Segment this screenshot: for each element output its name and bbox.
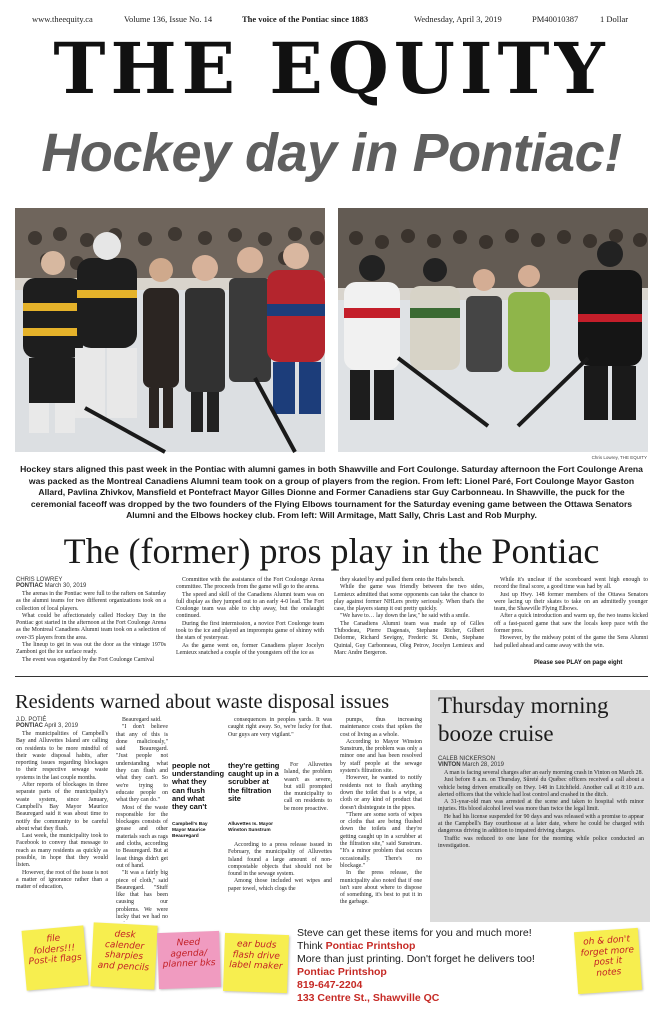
motto-text: The voice of the Pontiac since 1883 bbox=[242, 14, 369, 24]
paragraph: Beauregard said. bbox=[122, 717, 162, 723]
paragraph: What could be affectionately called Hockey Day in the Pontiac got started in the afternoon at the Fort Coulonge Arena as the Montreal Canadiens Alumni team took on a selection of over-35 players from the area. bbox=[16, 612, 166, 641]
ad-text-block bbox=[297, 927, 569, 1005]
registration-text: PM40010387 bbox=[532, 14, 579, 24]
story-headline-waste: Residents warned about waste disposal issues bbox=[15, 691, 390, 713]
byline-pros bbox=[16, 577, 86, 589]
booze-body bbox=[438, 770, 644, 916]
top-info-bar bbox=[32, 14, 631, 28]
paragraph: "I don't believe that any of this is done maliciously," said Beauregard. "Just people not understanding what they can flush and what they can't. So we're trying to educate people on what they can do." bbox=[116, 724, 168, 804]
pull-quote-sunstrum: they're getting caught up in a scrubber at the filtration site bbox=[228, 761, 280, 803]
paragraph: He had his license suspended for 90 days and was released with a promise to appear at the Campbell's Bay courthouse at a later date, where he could be charged with dangerous driving in addition to impaired driving charges. bbox=[438, 813, 644, 835]
ad-business-name: Pontiac Printshop bbox=[297, 966, 387, 978]
paragraph: The speed and skill of the Canadiens Alumni team was on full display as they jumped out to an early 4-0 lead. The Fort Coulonge team was able to chip away, but the onslaught continued. bbox=[176, 591, 324, 620]
masthead: THE EQUITY bbox=[53, 27, 610, 110]
waste-column-4 bbox=[340, 717, 422, 915]
waste-column-2 bbox=[116, 717, 168, 921]
story-column-1 bbox=[16, 591, 166, 661]
paragraph: The arenas in the Pontiac were full to the rafters on Saturday as the alumni teams for two different organizations took on a collection of local players. bbox=[16, 591, 166, 612]
pull-quote-beauregard: people not understanding what they can flush and what they can't bbox=[172, 761, 225, 812]
story-column-2 bbox=[176, 577, 324, 663]
paragraph: The Canadiens Alumni team was made up of Gilles Thibodeau, Pierre Dagenais, Stephane Richer, Gilbert Delorme, Richard Sevigny, Frederic St. Denis, Stephane Quintal, Guy Carbonneau, Oleg Petrov, Jocelyn Lemieux and Marc Andre Bergeron. bbox=[334, 620, 484, 656]
price-text: 1 Dollar bbox=[600, 14, 629, 24]
paragraph: The municipalities of Campbell's Bay and Alluvettes Island are calling on residents to be more mindful of their waste disposal habits, after reporting issues regarding blockages to their respective sewage waste systems in the last couple months. bbox=[16, 731, 108, 781]
byline-waste bbox=[16, 717, 78, 729]
author-name: CALEB NICKERSON bbox=[438, 756, 496, 762]
paragraph: Just up Hwy. 148 former members of the Ottawa Senators were lacing up their skates to take on an admittedly younger team, the Shawville Flying Elbows. bbox=[494, 591, 648, 613]
paragraph: The event was organized by the Fort Coulonge Carnival bbox=[22, 656, 155, 663]
dateline-date: March 30, 2019 bbox=[44, 583, 87, 589]
paragraph: Last week, the municipality took to Facebook to convey that message to reach as many residents as quickly as possible, in hope that they would listen. bbox=[16, 833, 108, 869]
ad-address: 133 Centre St., Shawville QC bbox=[297, 992, 440, 1004]
paragraph: "We have to… lay down the law," he said with a smile. bbox=[340, 613, 470, 620]
paragraph: consequences in peoples yards. It was caught right away. So, we're lucky for that. Our guys are very vigilant." bbox=[228, 717, 332, 738]
paragraph: A man is facing several charges after an early morning crash in Vinton on March 28. bbox=[444, 770, 643, 776]
sticky-note: file folders!!! Post-it flags bbox=[22, 925, 89, 990]
ad-line-3: More than just printing. Don't forget he delivers too! bbox=[297, 953, 535, 965]
website-text: www.theequity.ca bbox=[32, 14, 93, 24]
story-headline-booze: Thursday morning booze cruise bbox=[438, 693, 609, 746]
sticky-note: Need agenda/ planner bks bbox=[157, 931, 221, 989]
paragraph: The lineup to get in was out the door as the vintage 1970s Zamboni got the ice surface ready. bbox=[16, 642, 166, 656]
sticky-note: oh & don't forget more post it notes bbox=[574, 928, 642, 994]
waste-column-3-top bbox=[228, 717, 332, 761]
dateline-place: PONTIAC bbox=[16, 583, 43, 589]
photo-fort-coulonge-illustration bbox=[15, 208, 325, 452]
paragraph: A 31-year-old man was arrested at the scene and taken to hospital with minor injuries. His blood alcohol level was more than twice the legal limit. bbox=[438, 799, 644, 813]
dateline-date: March 28, 2019 bbox=[462, 762, 504, 768]
photo-credit: Chris Lowrey, THE EQUITY bbox=[591, 455, 647, 460]
dateline bbox=[16, 723, 78, 729]
ad-phone[interactable]: 819-647-2204 bbox=[297, 979, 363, 991]
author-name: J.D. POTIÉ bbox=[16, 717, 47, 723]
paragraph: they skated by and pulled them onto the Habs bench. bbox=[340, 577, 465, 583]
ad-think-prefix: Think bbox=[297, 940, 326, 952]
waste-column-1 bbox=[16, 731, 108, 915]
paragraph: According to Mayor Winston Sunstrum, the problem was only a minor one and has been resolved by staff people at the sewage system's filtration site. bbox=[340, 738, 422, 775]
paragraph: "It was a fairly big piece of cloth," said Beauregard. "Stuff like that has been causing our problems. We were lucky that we had no bbox=[116, 870, 168, 921]
story-headline-pros: The (former) pros play in the Pontiac bbox=[63, 531, 600, 571]
paragraph: "There are some sorts of wipes or cloths that are being flushed down the toilets and they're getting caught up in a scrubber at the filtration site," said Sunstrum. "It's a minor problem that occurs occasionally. There's no blockage." bbox=[340, 811, 422, 869]
volume-text: Volume 136, Issue No. 14 bbox=[124, 14, 213, 24]
sticky-note: desk calender sharpies and pencils bbox=[90, 922, 157, 989]
continued-link[interactable]: Please see PLAY on page eight bbox=[534, 660, 623, 666]
paragraph: According to a press release issued in February, the municipality of Alluvettes Island found a large amount of non-compostable objects that should not be found in the sewage system. bbox=[228, 842, 332, 878]
paragraph: Most of the waste responsible for the blockages consists of grease and other materials such as rags and cloths, according to Beauregard. But at least things didn't get out of hand. bbox=[116, 804, 168, 869]
dateline-place: PONTIAC bbox=[16, 723, 43, 729]
paragraph: For Alluvettes Island, the problem wasn't as severe, but still prompted the municipality to call on residents to be more proactive. bbox=[284, 762, 332, 812]
paragraph: Committee with the assistance of the Fort Coulonge Arena committee. The proceeds from the game will go to the arena. bbox=[176, 577, 324, 591]
paragraph: Just before 8 a.m. on Thursday, Sûreté du Québec officers received a call about a vehicle being driven erratically on Hwy. 148 in Litchfield. Another call at 8:10 a.m. alerted officers that the vehicle had lost control and crashed in the ditch. bbox=[438, 777, 644, 798]
paragraph: During the first intermission, a novice Fort Coulonge team took to the ice and played an impromptu game of shinny with the stars of yesteryear. bbox=[176, 620, 324, 642]
ad-line-2 bbox=[297, 940, 569, 953]
date-text: Wednesday, April 3, 2019 bbox=[414, 14, 502, 24]
author-name: CHRIS LOWREY bbox=[16, 577, 63, 583]
byline-booze bbox=[438, 756, 504, 768]
photo-shawville bbox=[338, 208, 648, 452]
photo-fort-coulonge bbox=[15, 208, 325, 452]
sticky-note: ear buds flash drive label maker bbox=[223, 933, 289, 993]
dateline-place: VINTON bbox=[438, 762, 461, 768]
ad-brand: Pontiac Printshop bbox=[325, 940, 416, 952]
dateline-date: April 3, 2019 bbox=[44, 723, 79, 729]
story-column-4 bbox=[494, 577, 648, 657]
ad-line-1: Steve can get these items for you and much more! bbox=[297, 927, 532, 939]
paragraph: pumps, thus increasing maintenance costs that spikes the cost of living as a whole. bbox=[340, 717, 422, 738]
pull-quote-attribution: Campbell's Bay Mayor Maurice Beauregard bbox=[172, 822, 208, 839]
paragraph: Traffic was reduced to one lane for the morning while police conducted an investigation. bbox=[438, 835, 644, 849]
paragraph: However, the root of the issue is not a matter of ignorance rather than a matter of education, bbox=[16, 869, 108, 891]
section-divider bbox=[15, 676, 648, 677]
paragraph: However, he wanted to notify residents not to flush anything down the toilet that is a wipe, a cloth or any kind of product that doesn't disintegrate in the pipes. bbox=[340, 775, 422, 811]
paragraph: After a quick introduction and warm up, the two teams kicked off a fast-paced game that saw the locals keep pace with the former pros. bbox=[494, 613, 648, 635]
paragraph: While it's unclear if the scoreboard went high enough to record the final score, a good time was had by all. bbox=[494, 577, 648, 591]
paragraph: As the game went on, former Canadiens player Jocelyn Lemieux snatched a couple of the youngsters off the ice as bbox=[176, 642, 324, 656]
paragraph: However, by the midway point of the game the Sens Alumni had pulled ahead and came away with the win. bbox=[494, 635, 648, 649]
waste-column-3-bottom bbox=[228, 842, 332, 915]
paragraph: After reports of blockages in three separate parts of the municipality's waste system, since January, Campbell's Bay Mayor Maurice Beauregard said it was about time to notify the community to be careful about what they flush. bbox=[16, 782, 108, 832]
photo-caption: Hockey stars aligned this past week in the Pontiac with alumni games in both Shawville and Fort Coulonge. Saturday afternoon the Fort Coulonge Arena was packed as the Montreal Canadiens Alumni team took on a group of players from the region. From left: Lionel Paré, Fort Coulonge Mayor Gaston Allard, Pavlina Zhivkov, Mansfield et Pontefract Mayor Gilles Dionne and Former Canadiens star Guy Carbonneau. In Shawville, the puck for the ceremonial faceoff was dropped by the two founders of the Flying Elbows tournament for the Saturday evening game between the Ottawa Senators Alumni and the Elbows hockey club. From left: Will Armitage, Matt Sally, Chris Last and Rob Murphy. bbox=[20, 464, 643, 521]
paragraph: While the game was friendly between the two sides, Lemieux admitted that some opponents can take the chance to play against former NHLers pretty seriously. When that's the case, the players stamp it out pretty quickly. bbox=[334, 584, 484, 613]
dateline bbox=[16, 583, 86, 589]
pull-quote-attribution: Alluvettes Is. Mayor Winston Sunstrum bbox=[228, 822, 274, 833]
story-column-3 bbox=[334, 577, 484, 663]
main-headline: Hockey day in Pontiac! bbox=[41, 123, 622, 183]
paragraph: In the press release, the municipality also noted that if one isn't sure about where to dispose of something, it's best to put it in the garbage. bbox=[340, 870, 422, 906]
dateline bbox=[438, 762, 504, 768]
photo-shawville-illustration bbox=[338, 208, 648, 452]
paragraph: Among those included wet wipes and paper towel, which clogs the bbox=[228, 878, 332, 892]
waste-column-3-middle bbox=[284, 762, 332, 840]
